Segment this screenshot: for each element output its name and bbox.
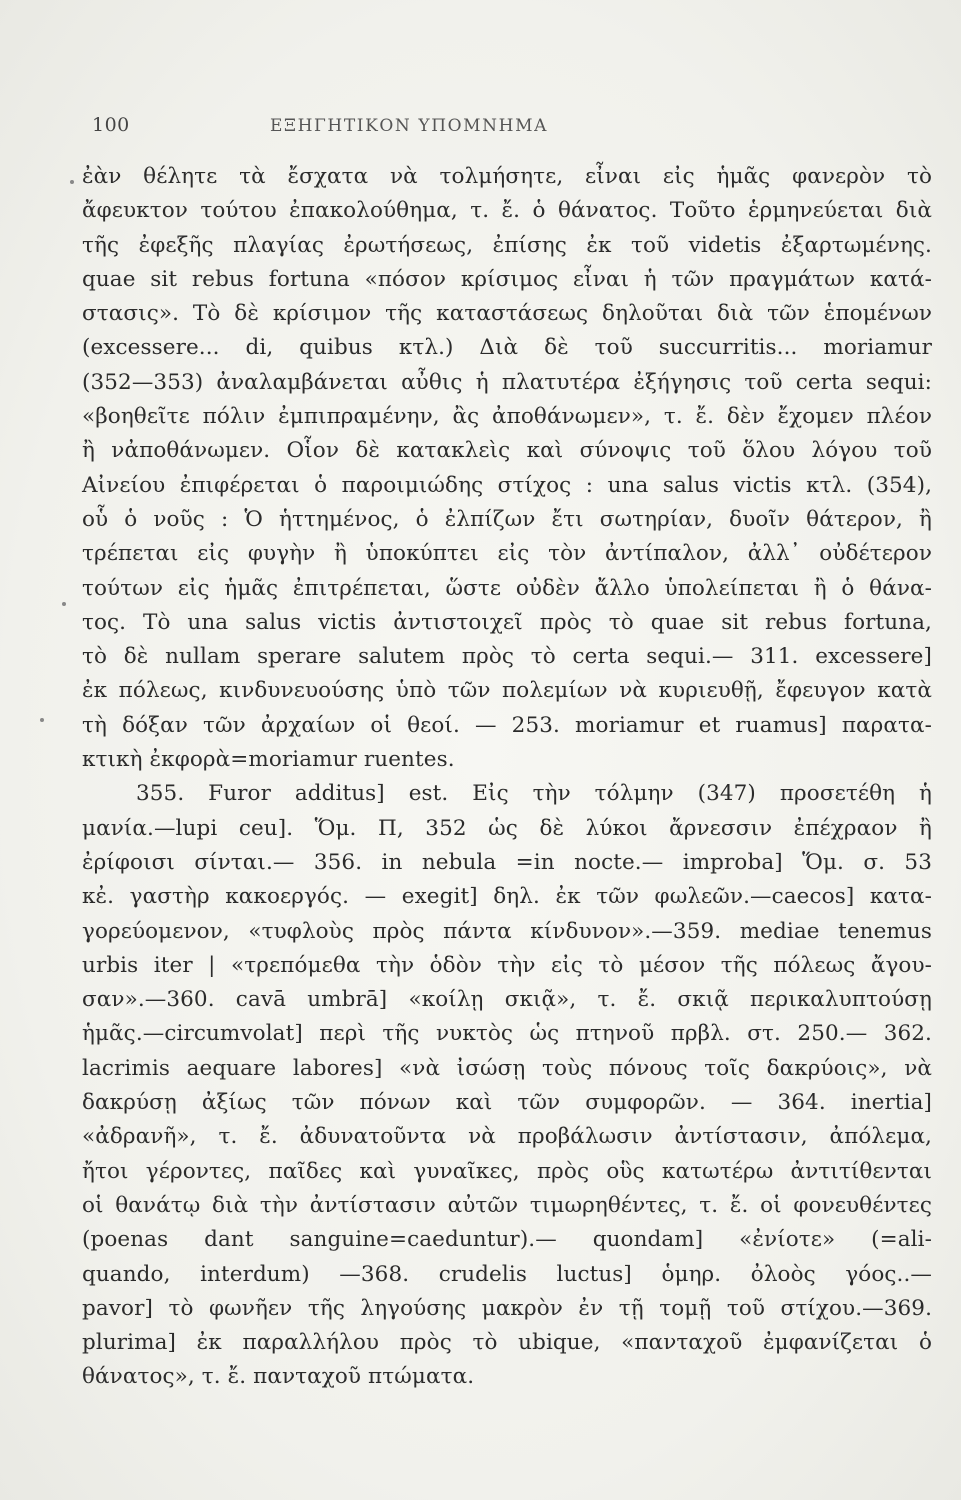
- text-line: 355. Furor additus] est. Εἰς τὴν τόλμην (347) προσετέθη ἡ: [136, 781, 932, 807]
- commentary-text: [82, 160, 932, 1395]
- text-line: στασις». Τὸ δὲ κρίσιμον τῆς καταστάσεως δηλοῦται διὰ τῶν ἑπομένων: [82, 301, 932, 327]
- text-line: ἤτοι γέροντες, παῖδες καὶ γυναῖκες, πρὸς οὓς κατωτέρω ἀντιτίθενται: [82, 1158, 932, 1184]
- running-head: [70, 114, 900, 138]
- text-line: ἄφευκτον τούτου ἐπακολούθημα, τ. ἔ. ὁ θάνατος. Τοῦτο ἑρμηνεύεται διὰ: [82, 198, 932, 224]
- text-line: τος. Τὸ una salus victis ἀντιστοιχεῖ πρὸς τὸ quae sit rebus fortuna,: [82, 609, 932, 635]
- text-line: σαν».—360. cavā umbrā] «κοίλῃ σκιᾷ», τ. ἔ. σκιᾷ περικαλυπτούσῃ: [82, 987, 932, 1013]
- text-line: ἐὰν θέλητε τὰ ἔσχατα νὰ τολμήσητε, εἶναι εἰς ἡμᾶς φανερὸν τὸ: [82, 164, 932, 189]
- text-line: «βοηθεῖτε πόλιν ἐμπιπραμένην, ἂς ἀποθάνωμεν», τ. ἔ. δὲν ἔχομεν πλέον: [82, 404, 932, 430]
- running-title: ΕΞΗΓΗΤΙΚΟΝ ΥΠΟΜΝΗΜΑ: [270, 116, 548, 136]
- text-line: δακρύσῃ ἀξίως τῶν πόνων καὶ τῶν συμφορῶν. — 364. inertia]: [82, 1090, 932, 1116]
- text-line: «ἀδρανῆ», τ. ἔ. ἀδυνατοῦντα νὰ προβάλωσιν ἀντίστασιν, ἀπόλεμα,: [82, 1124, 932, 1150]
- text-line: ἢ νἀποθάνωμεν. Οἷον δὲ κατακλεὶς καὶ σύνοψις τοῦ ὅλου λόγου τοῦ: [82, 438, 932, 464]
- text-line: (poenas dant sanguine=caeduntur).— quondam] «ἐνίοτε» (=ali-: [82, 1227, 932, 1253]
- text-line: quae sit rebus fortuna «πόσον κρίσιμος εἶναι ἡ τῶν πραγμάτων κατά-: [82, 266, 932, 292]
- text-line: (352—353) ἀναλαμβάνεται αὖθις ἡ πλατυτέρα ἐξήγησις τοῦ certa sequi:: [82, 369, 932, 395]
- text-line: lacrimis aequare labores] «νὰ ἰσώσῃ τοὺς πόνους τοῖς δακρύοις», νὰ: [82, 1055, 932, 1081]
- text-line: τῆς ἐφεξῆς πλαγίας ἐρωτήσεως, ἐπίσης ἐκ τοῦ videtis ἐξαρτωμένης.: [82, 232, 932, 258]
- text-line: μανία.—lupi ceu]. Ὅμ. Π, 352 ὡς δὲ λύκοι ἄρνεσσιν ἐπέχραον ἢ: [82, 815, 932, 841]
- text-line: οἱ θανάτῳ διὰ τὴν ἀντίστασιν αὐτῶν τιμωρηθέντες, τ. ἔ. οἱ φονευθέντες: [82, 1192, 932, 1218]
- text-line: urbis iter | «τρεπόμεθα τὴν ὁδὸν τὴν εἰς τὸ μέσον τῆς πόλεως ἄγου-: [82, 952, 932, 978]
- text-line: κτικὴ ἐκφορὰ=moriamur ruentes.: [82, 747, 455, 773]
- page-number: 100: [92, 114, 130, 136]
- margin-speck: [70, 180, 74, 184]
- text-line: τρέπεται εἰς φυγὴν ἢ ὑποκύπτει εἰς τὸν ἀντίπαλον, ἀλλ᾽ οὐδέτερον: [82, 541, 932, 567]
- text-line: plurima] ἐκ παραλλήλου πρὸς τὸ ubique, «πανταχοῦ ἐμφανίζεται ὁ: [82, 1330, 932, 1356]
- margin-speck: [40, 718, 44, 722]
- text-line: τὸ δὲ nullam sperare salutem πρὸς τὸ certa sequi.— 311. excessere]: [82, 644, 932, 670]
- text-line: ἐκ πόλεως, κινδυνευούσης ὑπὸ τῶν πολεμίων νὰ κυριευθῇ, ἔφευγον κατὰ: [82, 678, 932, 704]
- text-line: ἡμᾶς.—circumvolat] περὶ τῆς νυκτὸς ὡς πτηνοῦ πρβλ. στ. 250.— 362.: [82, 1021, 932, 1047]
- text-line: γορεύομενον, «τυφλοὺς πρὸς πάντα κίνδυνον».—359. mediae tenemus: [82, 918, 932, 944]
- text-line: θάνατος», τ. ἔ. πανταχοῦ πτώματα.: [82, 1364, 475, 1390]
- text-line: τούτων εἰς ἡμᾶς ἐπιτρέπεται, ὥστε οὐδὲν ἄλλο ὑπολείπεται ἢ ὁ θάνα-: [82, 575, 932, 601]
- text-line: Αἰνείου ἐπιφέρεται ὁ παροιμιώδης στίχος : una salus victis κτλ. (354),: [82, 472, 932, 498]
- text-line: κἐ. γαστὴρ κακοεργός. — exegit] δηλ. ἐκ τῶν φωλεῶν.—caecos] κατα-: [82, 884, 932, 910]
- text-line: οὗ ὁ νοῦς : Ὁ ἡττημένος, ὁ ἐλπίζων ἔτι σωτηρίαν, δυοῖν θάτερον, ἢ: [82, 506, 932, 532]
- text-line: ἐρίφοισι σίνται.— 356. in nebula =in nocte.— improba] Ὅμ. σ. 53: [82, 849, 932, 875]
- text-line: quando, interdum) —368. crudelis luctus] ὁμηρ. ὀλοὸς γόος..—: [82, 1261, 932, 1287]
- text-line: (excessere... di, quibus κτλ.) Διὰ δὲ τοῦ succurritis... moriamur: [82, 335, 932, 361]
- margin-speck: [62, 602, 66, 606]
- text-line: pavor] τὸ φωνῆεν τῆς ληγούσης μακρὸν ἐν τῇ τομῇ τοῦ στίχου.—369.: [82, 1295, 932, 1321]
- text-line: τὴ δόξαν τῶν ἀρχαίων οἱ θεοί. — 253. moriamur et ruamus] παρατα-: [82, 712, 932, 738]
